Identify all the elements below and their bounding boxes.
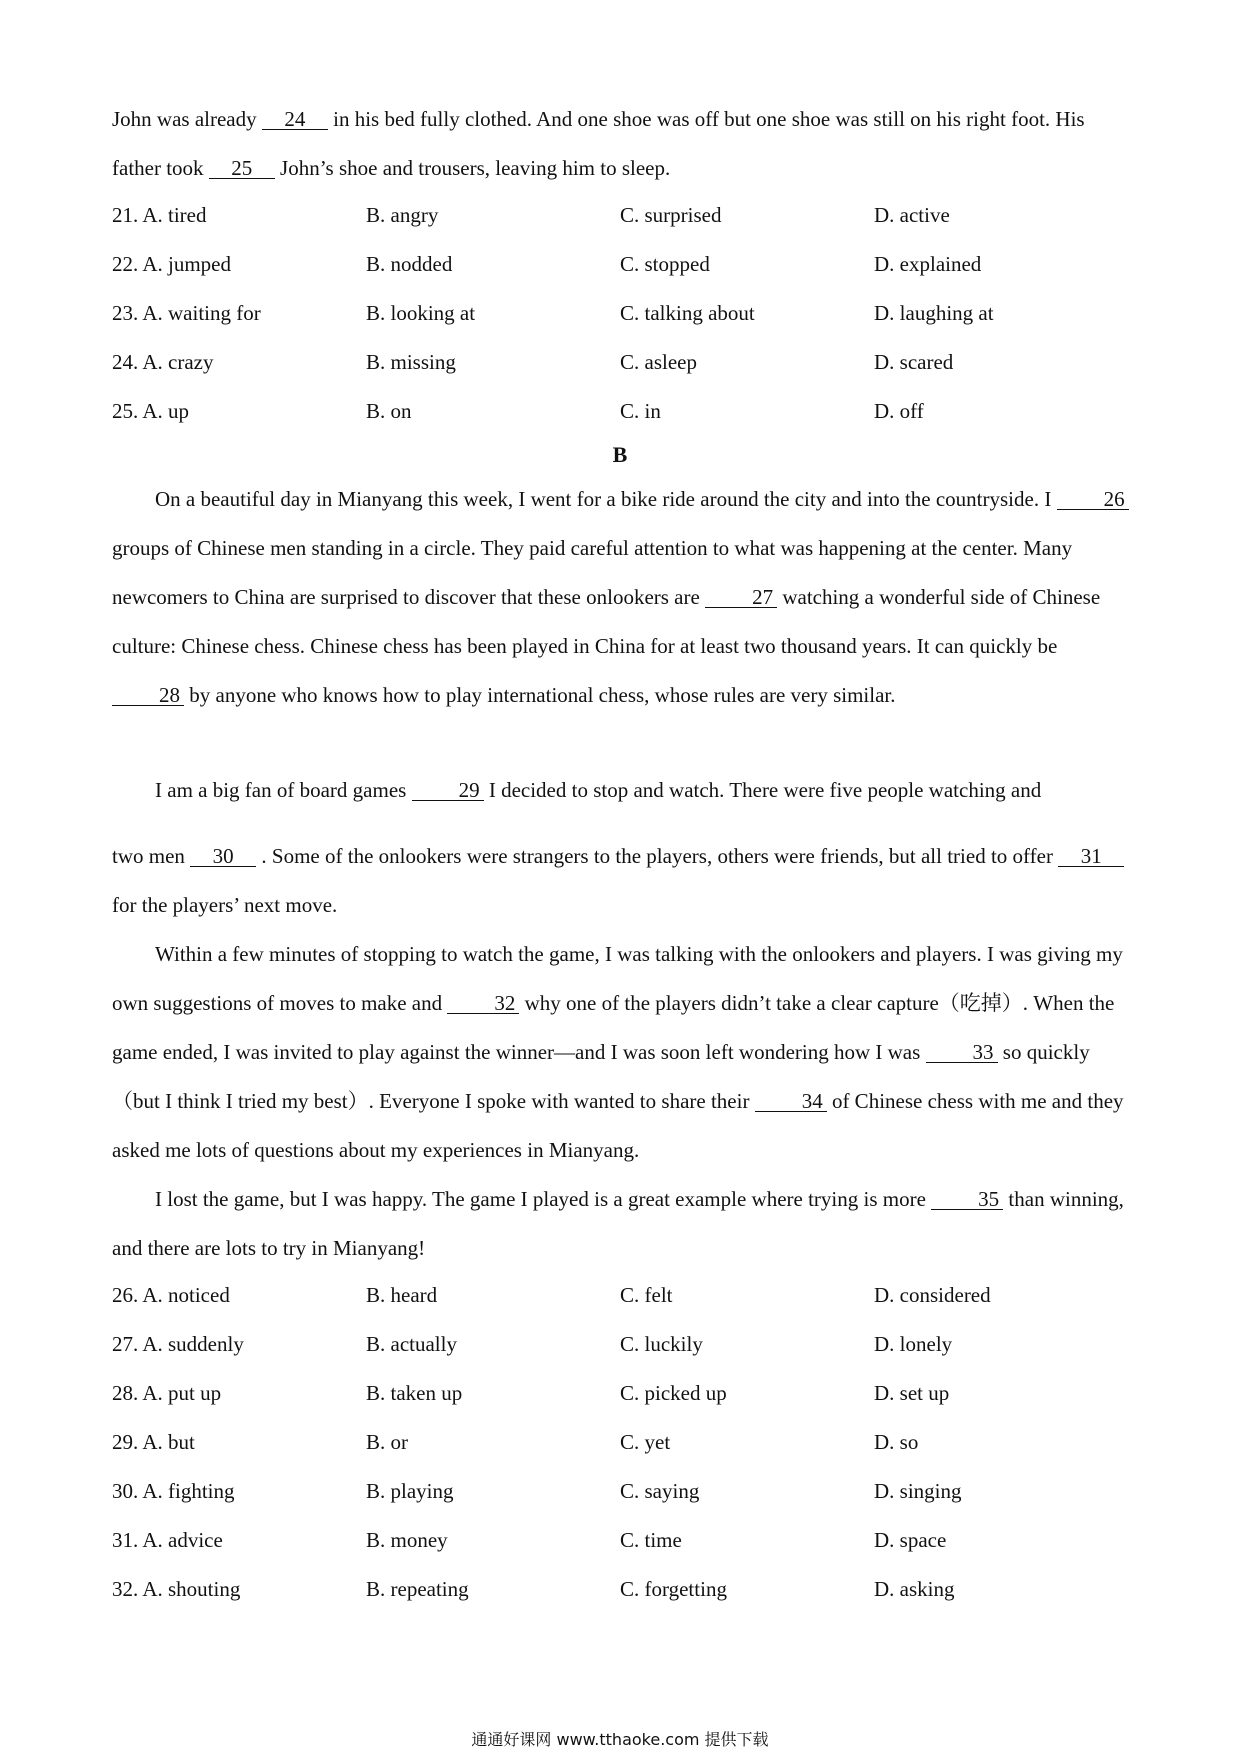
blank-27: 27 xyxy=(705,587,777,608)
option-a: 21. A. tired xyxy=(112,203,207,227)
option-a: 29. A. but xyxy=(112,1430,195,1454)
passage-text: than winning, and there are lots to try in Mianyang! xyxy=(112,1187,1124,1260)
option-b: B. or xyxy=(366,1430,408,1454)
passage-text: Within a few minutes of stopping to watch the game, I was talking with the onlookers and players. I was giving my own suggestions of moves to make and xyxy=(112,942,1123,1015)
option-a: 25. A. up xyxy=(112,399,190,423)
passage-text: so quickly（but I think I tried my best）. Everyone I spoke with wanted to share their xyxy=(112,1040,1090,1113)
passage-text: by anyone who knows how to play international chess, whose rules are very similar. xyxy=(184,683,896,707)
option-c: C. asleep xyxy=(620,350,697,374)
option-row-32 xyxy=(112,1577,1132,1607)
passage-text: in his bed fully clothed. And one shoe was off but one shoe was still on his right foot. His father took xyxy=(112,107,1085,180)
option-a: 22. A. jumped xyxy=(112,252,231,276)
option-d: D. off xyxy=(874,399,924,423)
option-c: C. yet xyxy=(620,1430,671,1454)
option-a: 24. A. crazy xyxy=(112,350,214,374)
blank-24: 24 xyxy=(262,109,328,130)
passage-text: On a beautiful day in Mianyang this week, I went for a bike ride around the city and into the countryside. I xyxy=(155,487,1057,511)
option-row-25 xyxy=(112,399,1132,429)
option-d: D. so xyxy=(874,1430,919,1454)
option-c: C. forgetting xyxy=(620,1577,727,1601)
blank-33: 33 xyxy=(926,1042,998,1063)
passage-b-paragraph-4 xyxy=(112,1175,1132,1273)
passage-b-paragraph-2 xyxy=(112,766,1132,815)
passage-text: John was already xyxy=(112,107,262,131)
option-d: D. lonely xyxy=(874,1332,953,1356)
option-d: D. asking xyxy=(874,1577,955,1601)
option-b: B. on xyxy=(366,399,412,423)
passage-text: for the players’ next move. xyxy=(112,893,338,917)
blank-29: 29 xyxy=(412,780,484,801)
passage-text: why one of the players didn’t take a clear capture（吃掉）. When the game ended, I was invited to play against the winner—and I was soon left wondering how I was xyxy=(112,991,1115,1064)
option-d: D. considered xyxy=(874,1283,991,1307)
option-row-30 xyxy=(112,1479,1132,1509)
option-b: B. actually xyxy=(366,1332,457,1356)
blank-25: 25 xyxy=(209,158,275,179)
passage-text: of Chinese chess with me and they asked me lots of questions about my experiences in Mianyang. xyxy=(112,1089,1124,1162)
blank-32: 32 xyxy=(447,993,519,1014)
option-c: C. picked up xyxy=(620,1381,727,1405)
page-footer: 通通好课网 www.tthaoke.com 提供下载 xyxy=(471,1730,769,1749)
option-c: C. felt xyxy=(620,1283,673,1307)
passage-text: I am a big fan of board games xyxy=(155,778,412,802)
passage-b-paragraph-1 xyxy=(112,475,1132,720)
passage-text: watching a wonderful side of Chinese culture: Chinese chess. Chinese chess has been played in China for at least two thousand years. It can quickly be xyxy=(112,585,1101,658)
passage-text: I decided to stop and watch. There were five people watching and xyxy=(483,778,1042,802)
blank-30: 30 xyxy=(190,846,256,867)
option-d: D. singing xyxy=(874,1479,962,1503)
option-d: D. scared xyxy=(874,350,954,374)
option-row-23 xyxy=(112,301,1132,331)
option-c: C. saying xyxy=(620,1479,700,1503)
passage-text: groups of Chinese men standing in a circle. They paid careful attention to what was happening at the center. Many newcomers to China are surprised to discover that these onlookers are xyxy=(112,536,1073,609)
blank-31: 31 xyxy=(1058,846,1124,867)
option-row-21 xyxy=(112,203,1132,233)
option-c: C. talking about xyxy=(620,301,755,325)
option-d: D. space xyxy=(874,1528,947,1552)
option-b: B. repeating xyxy=(366,1577,469,1601)
option-b: B. nodded xyxy=(366,252,453,276)
option-c: C. luckily xyxy=(620,1332,703,1356)
option-row-29 xyxy=(112,1430,1132,1460)
option-a: 30. A. fighting xyxy=(112,1479,235,1503)
option-row-27 xyxy=(112,1332,1132,1362)
blank-28: 28 xyxy=(112,685,184,706)
option-a: 28. A. put up xyxy=(112,1381,222,1405)
option-row-24 xyxy=(112,350,1132,380)
passage-b-paragraph-3 xyxy=(112,930,1132,1175)
option-a: 26. A. noticed xyxy=(112,1283,230,1307)
passage-text: . Some of the onlookers were strangers to the players, others were friends, but all tried to offer xyxy=(256,844,1059,868)
option-c: C. stopped xyxy=(620,252,710,276)
passage-b-paragraph-2-continued xyxy=(112,832,1132,930)
option-b: B. heard xyxy=(366,1283,438,1307)
blank-34: 34 xyxy=(755,1091,827,1112)
option-row-31 xyxy=(112,1528,1132,1558)
option-a: 31. A. advice xyxy=(112,1528,223,1552)
option-d: D. active xyxy=(874,203,950,227)
option-c: C. time xyxy=(620,1528,682,1552)
option-row-26 xyxy=(112,1283,1132,1313)
option-b: B. missing xyxy=(366,350,456,374)
option-c: C. in xyxy=(620,399,661,423)
passage-text: I lost the game, but I was happy. The game I played is a great example where trying is more xyxy=(155,1187,932,1211)
option-a: 27. A. suddenly xyxy=(112,1332,244,1356)
option-b: B. playing xyxy=(366,1479,454,1503)
passage-text: two men xyxy=(112,844,191,868)
blank-35: 35 xyxy=(931,1189,1003,1210)
option-a: 32. A. shouting xyxy=(112,1577,241,1601)
passage-a-ending xyxy=(112,95,1132,193)
option-b: B. money xyxy=(366,1528,448,1552)
option-b: B. taken up xyxy=(366,1381,463,1405)
option-d: D. set up xyxy=(874,1381,950,1405)
option-row-28 xyxy=(112,1381,1132,1411)
blank-26: 26 xyxy=(1057,489,1129,510)
passage-text: John’s shoe and trousers, leaving him to sleep. xyxy=(274,156,671,180)
option-c: C. surprised xyxy=(620,203,722,227)
option-a: 23. A. waiting for xyxy=(112,301,261,325)
section-b-title: B xyxy=(612,442,628,467)
option-b: B. looking at xyxy=(366,301,476,325)
option-b: B. angry xyxy=(366,203,439,227)
option-d: D. explained xyxy=(874,252,982,276)
option-d: D. laughing at xyxy=(874,301,994,325)
option-row-22 xyxy=(112,252,1132,282)
